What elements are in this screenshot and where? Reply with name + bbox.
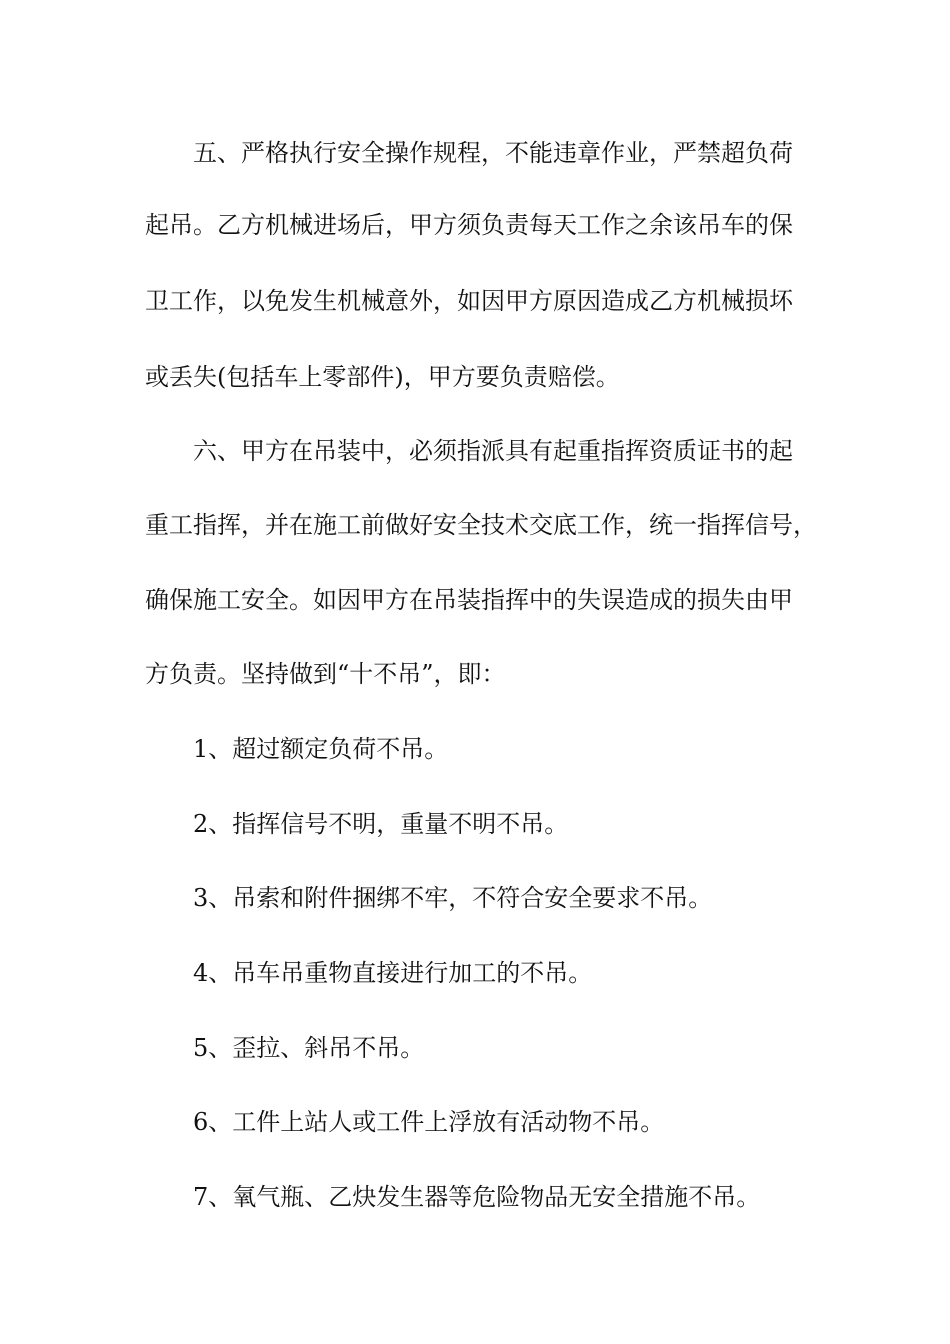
- paragraph-6-line-3: 确保施工安全。如因甲方在吊装指挥中的失误造成的损失由甲: [145, 586, 793, 614]
- paragraph-5-line-4: 或丢失(包括车上零部件)，甲方要负责赔偿。: [145, 363, 620, 391]
- paragraph-5-line-1: 五、严格执行安全操作规程，不能违章作业，严禁超负荷: [193, 139, 793, 167]
- paragraph-5-line-2: 起吊。乙方机械进场后，甲方须负责每天工作之余该吊车的保: [145, 211, 793, 239]
- rule-item-4: 4、吊车吊重物直接进行加工的不吊。: [193, 959, 593, 987]
- paragraph-6-line-2: 重工指挥，并在施工前做好安全技术交底工作，统一指挥信号，: [145, 511, 817, 539]
- rule-item-5: 5、歪拉、斜吊不吊。: [193, 1034, 425, 1062]
- rule-item-7: 7、氧气瓶、乙炔发生器等危险物品无安全措施不吊。: [193, 1183, 761, 1211]
- rule-item-6: 6、工件上站人或工件上浮放有活动物不吊。: [193, 1108, 665, 1136]
- paragraph-6-line-4: 方负责。坚持做到“十不吊”，即：: [145, 660, 506, 688]
- rule-item-3: 3、吊索和附件捆绑不牢，不符合安全要求不吊。: [193, 884, 713, 912]
- paragraph-5-line-3: 卫工作，以免发生机械意外，如因甲方原因造成乙方机械损坏: [145, 287, 793, 315]
- rule-item-2: 2、指挥信号不明，重量不明不吊。: [193, 810, 569, 838]
- paragraph-6-line-1: 六、甲方在吊装中，必须指派具有起重指挥资质证书的起: [193, 437, 793, 465]
- rule-item-1: 1、超过额定负荷不吊。: [193, 735, 449, 763]
